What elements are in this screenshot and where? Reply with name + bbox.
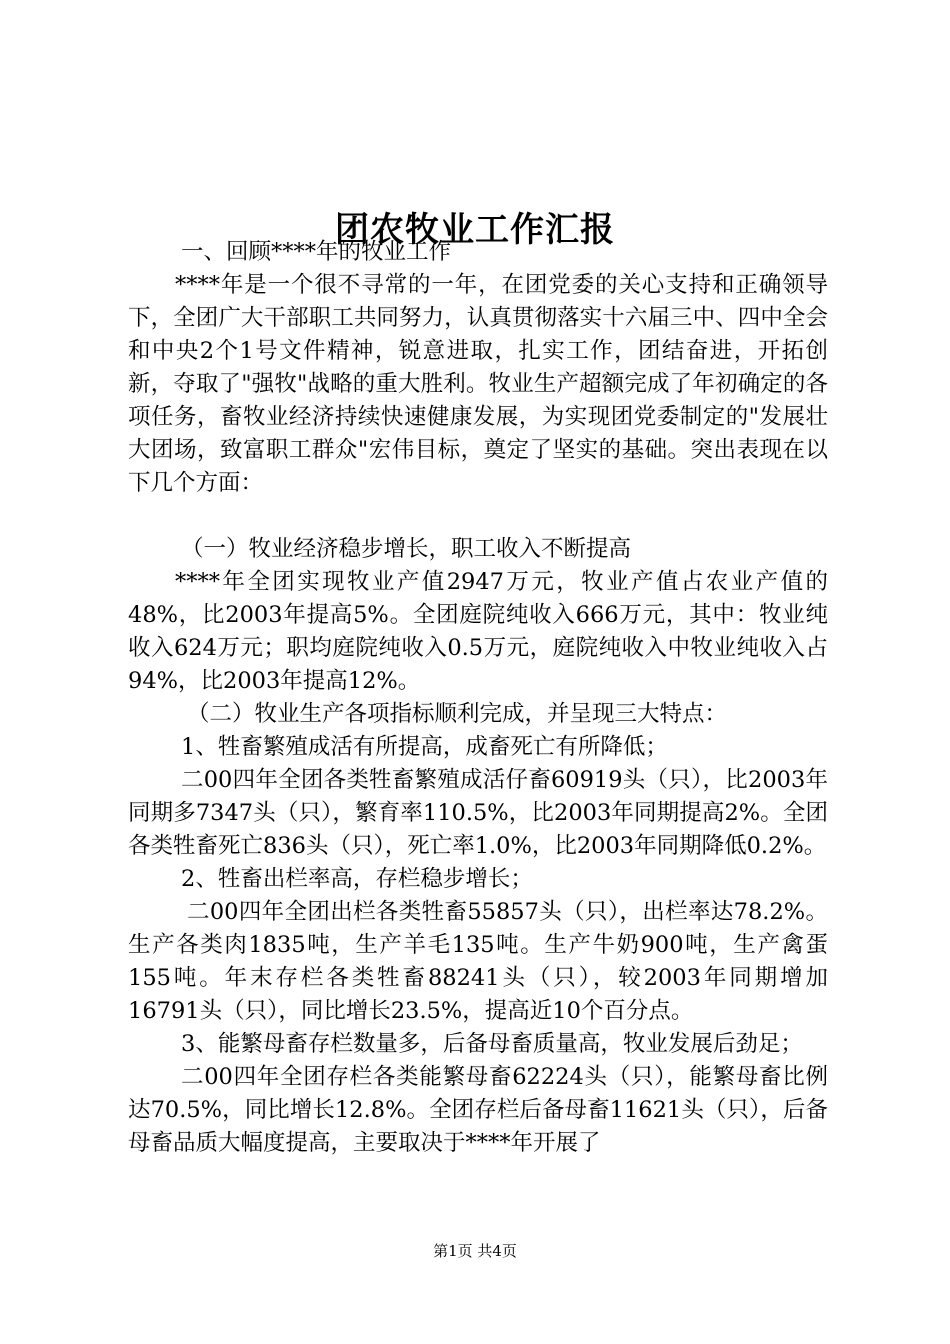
paragraph-breeding-females: 二00四年全团存栏各类能繁母畜62224头（只），能繁母畜比例达70.5%，同比增长12.8%。全团存栏后备母畜11621头（只），后备母畜品质大幅度提高，主要取决于****年开展了 [128, 1064, 828, 1156]
page-footer: 第1页 共4页 [433, 1242, 517, 1260]
paragraph-slaughter: 二00四年全团出栏各类牲畜55857头（只），出栏率达78.2%。生产各类肉1835吨，生产羊毛135吨。生产牛奶900吨，生产禽蛋155吨。年末存栏各类牲畜88241头（只），较2003年同期增加16791头（只），同比增长23.5%，提高近10个百分点。 [128, 899, 828, 1024]
paragraph-intro: ****年是一个很不寻常的一年，在团党委的关心支持和正确领导下，全团广大干部职工共同努力，认真贯彻落实十六届三中、四中全会和中央2个1号文件精神，锐意进取，扎实工作，团结奋进，开拓创新，夺取了"强牧"战略的重大胜利。牧业生产超额完成了年初确定的各项任务，畜牧业经济持续快速健康发展，为实现团党委制定的"发展壮大团场，致富职工群众"宏伟目标，奠定了坚实的基础。突出表现在以下几个方面： [128, 272, 828, 496]
subheading-breeding: 1、牲畜繁殖成活有所提高，成畜死亡有所降低； [181, 734, 668, 760]
subheading-economy: （一）牧业经济稳步增长，职工收入不断提高 [181, 536, 632, 562]
subheading-breeding-females: 3、能繁母畜存栏数量多，后备母畜质量高，牧业发展后劲足； [181, 1031, 803, 1057]
document-title: 团农牧业工作汇报 [335, 209, 615, 250]
paragraph-economy: ****年全团实现牧业产值2947万元，牧业产值占农业产值的48%，比2003年提高5%。全团庭院纯收入666万元，其中：牧业纯收入624万元；职均庭院纯收入0.5万元，庭院纯收入中牧业纯收入占94%，比2003年提高12%。 [128, 569, 828, 694]
section-heading-review: 一、回顾****年的牧业工作 [181, 239, 452, 265]
paragraph-gap [128, 500, 828, 533]
subheading-indicators: （二）牧业生产各项指标顺利完成，并呈现三大特点： [187, 701, 728, 727]
subheading-slaughter: 2、牲畜出栏率高，存栏稳步增长； [181, 866, 533, 892]
document-body [128, 236, 828, 1160]
paragraph-breeding: 二00四年全团各类牲畜繁殖成活仔畜60919头（只），比2003年同期多7347头（只），繁育率110.5%，比2003年同期提高2%。全团各类牲畜死亡836头（只），死亡率1.0%，比2003年同期降低0.2%。 [128, 767, 828, 859]
